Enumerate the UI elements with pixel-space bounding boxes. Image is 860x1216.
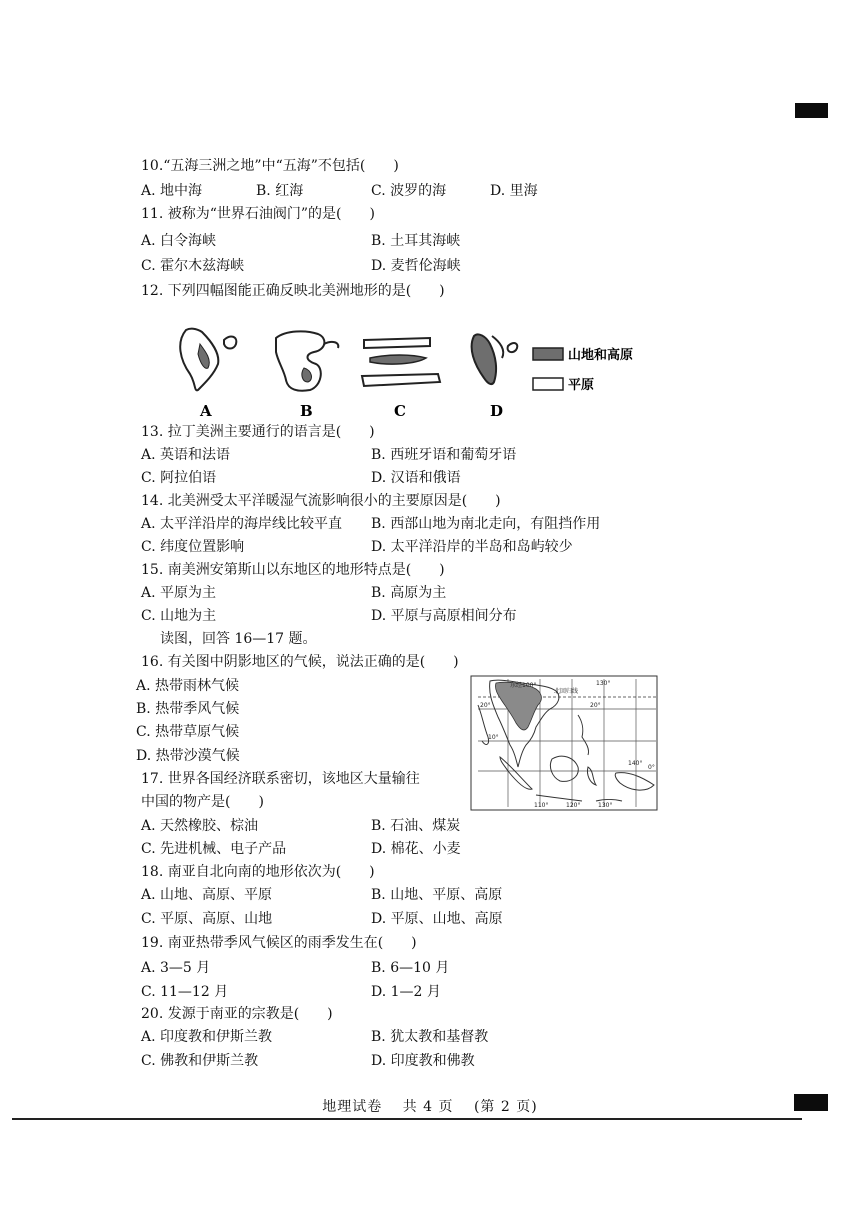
figure-legend — [533, 347, 633, 393]
map-label-lon130-top: 130° — [596, 680, 611, 687]
q15-option-d[interactable]: D. 平原与高原相间分布 — [371, 608, 517, 624]
map-label-lon100: 东经100° — [510, 682, 537, 689]
figure-c-top-bar — [364, 338, 430, 348]
figure-d-label: D — [490, 402, 504, 420]
q20-option-a[interactable]: A. 印度教和伊斯兰教 — [141, 1029, 273, 1045]
map-label-lon110: 110° — [534, 802, 549, 809]
q10-stem: 10.“五海三洲之地”中“五海”不包括( ) — [141, 158, 399, 174]
q11-stem: 11. 被称为“世界石油阀门”的是( ) — [141, 206, 375, 222]
figure-a[interactable] — [180, 329, 236, 420]
q13-option-b[interactable]: B. 西班牙语和葡萄牙语 — [371, 447, 517, 463]
map-label-lon130-bottom: 130° — [598, 802, 613, 809]
figure-d-outline — [472, 334, 496, 384]
q15-option-b[interactable]: B. 高原为主 — [371, 585, 447, 601]
figure-b-shading[interactable] — [302, 368, 312, 382]
figure-c-shading[interactable] — [370, 355, 426, 364]
q16-option-d[interactable]: D. 热带沙漠气候 — [136, 748, 240, 764]
q19-option-b[interactable]: B. 6—10 月 — [371, 960, 450, 976]
q18-option-c[interactable]: C. 平原、高原、山地 — [141, 911, 273, 927]
figure-d-greenland — [508, 343, 518, 352]
q18-stem: 18. 南亚自北向南的地形依次为( ) — [141, 864, 375, 880]
q19-option-a[interactable]: A. 3—5 月 — [141, 960, 211, 976]
q14-option-c[interactable]: C. 纬度位置影响 — [141, 539, 245, 555]
q11-option-b[interactable]: B. 土耳其海峡 — [371, 233, 461, 249]
q20-stem: 20. 发源于南亚的宗教是( ) — [141, 1006, 333, 1022]
legend-plain-label: 平原 — [568, 378, 595, 393]
q17-stem-line1: 17. 世界各国经济联系密切，该地区大量输往 — [141, 771, 420, 787]
q18-option-d[interactable]: D. 平原、山地、高原 — [371, 911, 503, 927]
figure-a-greenland — [224, 337, 236, 349]
figure-c-label: C — [394, 402, 406, 420]
q13-stem: 13. 拉丁美洲主要通行的语言是( ) — [141, 424, 375, 440]
q20-option-c[interactable]: C. 佛教和伊斯兰教 — [141, 1053, 259, 1069]
q18-option-b[interactable]: B. 山地、平原、高原 — [371, 887, 503, 903]
legend-mountain-label: 山地和高原 — [568, 348, 634, 363]
q16-option-a[interactable]: A. 热带雨林气候 — [136, 678, 240, 694]
north-america-terrain-figure — [168, 320, 678, 420]
q19-stem: 19. 南亚热带季风气候区的雨季发生在( ) — [141, 935, 417, 951]
figure-c[interactable] — [362, 338, 440, 420]
q10-option-a[interactable]: A. 地中海 — [141, 183, 203, 199]
q14-option-b[interactable]: B. 西部山地为南北走向，有阻挡作用 — [371, 516, 601, 532]
q17-option-d[interactable]: D. 棉花、小麦 — [371, 841, 461, 857]
q11-option-d[interactable]: D. 麦哲伦海峡 — [371, 258, 461, 274]
figure-b[interactable] — [276, 331, 338, 420]
figure-c-bottom-bar — [362, 374, 440, 386]
q20-option-b[interactable]: B. 犹太教和基督教 — [371, 1029, 489, 1045]
q17-option-a[interactable]: A. 天然橡胶、棕油 — [141, 818, 259, 834]
q16-option-b[interactable]: B. 热带季风气候 — [136, 701, 240, 717]
q10-option-c[interactable]: C. 波罗的海 — [371, 183, 447, 199]
q10-option-d[interactable]: D. 里海 — [490, 183, 538, 199]
q19-option-d[interactable]: D. 1—2 月 — [371, 984, 441, 1000]
page-footer: 地理试卷 共 4 页 (第 2 页) — [322, 1099, 538, 1115]
q13-option-d[interactable]: D. 汉语和俄语 — [371, 470, 461, 486]
q15-option-c[interactable]: C. 山地为主 — [141, 608, 217, 624]
q17-option-c[interactable]: C. 先进机械、电子产品 — [141, 841, 287, 857]
map-label-lat0: 0° — [648, 764, 655, 771]
q11-option-a[interactable]: A. 白令海峡 — [141, 233, 217, 249]
q10-option-b[interactable]: B. 红海 — [256, 183, 304, 199]
q14-option-a[interactable]: A. 太平洋沿岸的海岸线比较平直 — [141, 516, 343, 532]
q14-stem: 14. 北美洲受太平洋暖湿气流影响很小的主要原因是( ) — [141, 493, 501, 509]
q12-stem: 12. 下列四幅图能正确反映北美洲地形的是( ) — [141, 283, 445, 299]
map-label-lat10: 10° — [488, 734, 499, 741]
q13-option-c[interactable]: C. 阿拉伯语 — [141, 470, 217, 486]
figure-b-greenland — [324, 342, 338, 348]
figure-a-shading[interactable] — [198, 344, 209, 368]
figure-a-label: A — [200, 402, 212, 420]
q19-option-c[interactable]: C. 11—12 月 — [141, 984, 229, 1000]
q13-option-a[interactable]: A. 英语和法语 — [141, 447, 231, 463]
read-figure-intro: 读图，回答 16—17 题。 — [160, 631, 317, 647]
q15-option-a[interactable]: A. 平原为主 — [141, 585, 217, 601]
q18-option-a[interactable]: A. 山地、高原、平原 — [141, 887, 273, 903]
legend-mountain-swatch — [533, 348, 563, 360]
q11-option-c[interactable]: C. 霍尔木兹海峡 — [141, 258, 245, 274]
legend-plain-swatch — [533, 378, 563, 390]
q20-option-d[interactable]: D. 印度教和佛教 — [371, 1053, 475, 1069]
figure-b-outline — [276, 331, 324, 390]
q15-stem: 15. 南美洲安第斯山以东地区的地形特点是( ) — [141, 562, 445, 578]
map-label-tropic: 北回归线 — [554, 688, 579, 695]
q16-stem: 16. 有关图中阴影地区的气候，说法正确的是( ) — [141, 654, 459, 670]
map-label-lon140: 140° — [628, 760, 643, 767]
map-label-lat20-right: 20° — [590, 702, 601, 709]
figure-b-label: B — [300, 402, 313, 420]
map-label-lon120: 120° — [566, 802, 581, 809]
corner-mark-top — [795, 103, 828, 118]
map-label-lat20-left: 20° — [480, 702, 491, 709]
q16-option-c[interactable]: C. 热带草原气候 — [136, 724, 240, 740]
southeast-asia-map — [470, 675, 660, 813]
q17-stem-line2: 中国的物产是( ) — [141, 794, 264, 810]
q14-option-d[interactable]: D. 太平洋沿岸的半岛和岛屿较少 — [371, 539, 573, 555]
q17-option-b[interactable]: B. 石油、煤炭 — [371, 818, 461, 834]
footer-divider — [12, 1118, 802, 1120]
figure-d[interactable] — [472, 334, 518, 420]
